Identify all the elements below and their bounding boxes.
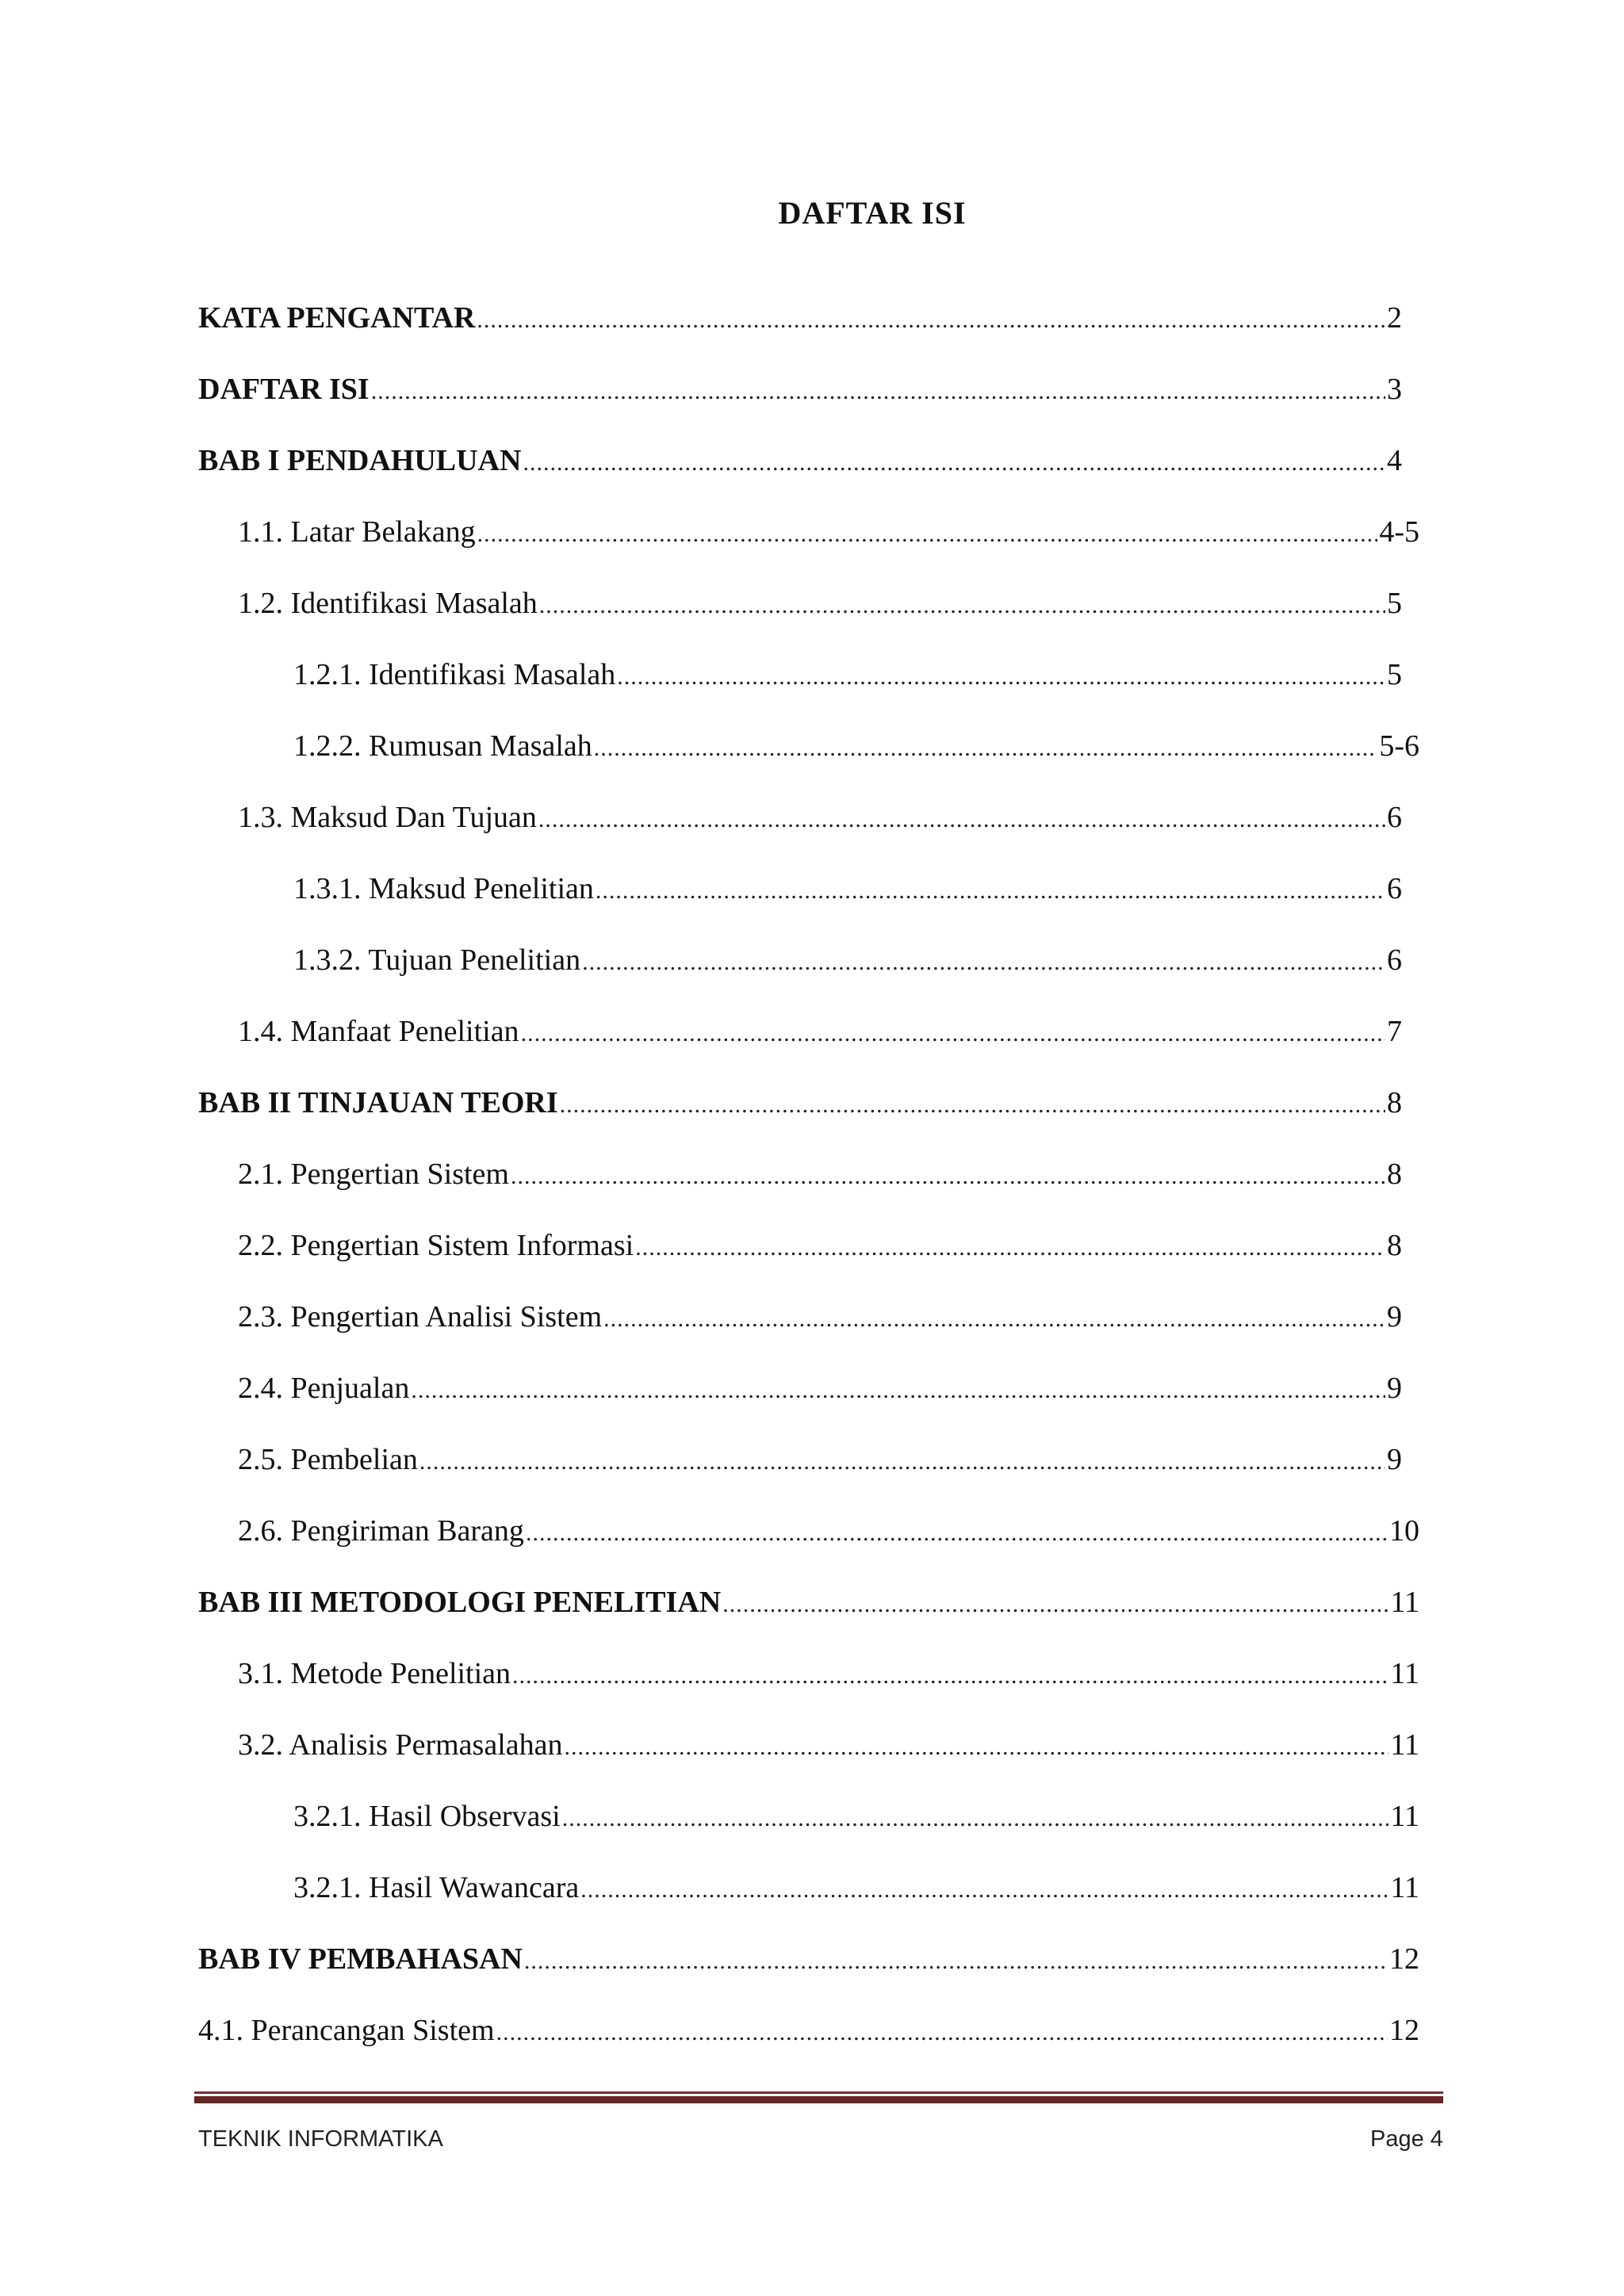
toc-entry-page: 11: [1390, 1728, 1419, 1762]
toc-entry: [238, 585, 1402, 624]
toc-entry: [238, 799, 1402, 838]
toc-dot-leader: [582, 944, 1385, 981]
toc-dot-leader: [596, 873, 1385, 909]
toc-dot-leader: [562, 1800, 1389, 1837]
toc-dot-leader: [594, 730, 1378, 767]
toc-entry-label: 1.2.2. Rumusan Masalah: [293, 729, 592, 763]
toc-dot-leader: [511, 1158, 1385, 1195]
toc-entry-page: 11: [1390, 1800, 1419, 1833]
toc-entry-label: 1.2. Identifikasi Masalah: [238, 587, 538, 620]
toc-entry-page: 4: [1387, 444, 1402, 477]
toc-entry-label: 1.2.1. Identifikasi Masalah: [293, 658, 616, 691]
toc-entry-page: 6: [1387, 801, 1402, 834]
toc-dot-leader: [523, 445, 1385, 481]
toc-entry: [238, 1299, 1402, 1337]
toc-entry: [198, 2012, 1419, 2051]
toc-dot-leader: [539, 587, 1385, 624]
toc-entry-page: 4-5: [1379, 515, 1419, 549]
toc-entry: [293, 656, 1402, 695]
toc-dot-leader: [521, 1016, 1385, 1052]
toc-entry: [198, 1085, 1402, 1123]
toc-entry-label: 4.1. Perancangan Sistem: [198, 2014, 495, 2047]
toc-entry: [293, 942, 1402, 981]
toc-entry-page: 8: [1387, 1158, 1402, 1191]
toc-dot-leader: [496, 2015, 1388, 2051]
toc-entry-page: 11: [1390, 1871, 1419, 1904]
toc-entry: [293, 871, 1402, 909]
toc-dot-leader: [635, 1230, 1385, 1266]
toc-entry: [238, 1513, 1419, 1552]
toc-dot-leader: [580, 1872, 1388, 1908]
toc-entry: [238, 1227, 1402, 1266]
toc-entry-label: 1.3.1. Maksud Penelitian: [293, 872, 594, 905]
toc-entry-label: 2.1. Pengertian Sistem: [238, 1158, 509, 1191]
toc-entry-label: 3.2.1. Hasil Wawancara: [293, 1871, 580, 1904]
toc-entry-page: 6: [1387, 943, 1402, 977]
toc-entry: [293, 1798, 1419, 1837]
toc-entry: [198, 300, 1402, 339]
toc-dot-leader: [617, 659, 1385, 695]
toc-entry-page: 8: [1387, 1086, 1402, 1119]
toc-entry: [198, 1584, 1419, 1623]
toc-entry-page: 5: [1387, 658, 1402, 691]
toc-entry: [293, 1869, 1419, 1908]
toc-dot-leader: [477, 516, 1378, 553]
toc-dot-leader: [419, 1444, 1385, 1480]
toc-entry: [198, 442, 1402, 481]
toc-dot-leader: [564, 1729, 1388, 1766]
toc-dot-leader: [371, 373, 1385, 410]
toc-entry-page: 2: [1387, 301, 1402, 335]
page-title: DAFTAR ISI: [778, 195, 967, 231]
toc-entry: [238, 1156, 1402, 1195]
footer-divider-thick: [194, 2096, 1443, 2103]
toc-entry-label: KATA PENGANTAR: [198, 301, 476, 335]
toc-dot-leader: [512, 1658, 1388, 1694]
toc-entry-label: 3.1. Metode Penelitian: [238, 1657, 511, 1690]
toc-entry-label: 3.2. Analisis Permasalahan: [238, 1728, 563, 1762]
footer-page-number: Page 4: [1370, 2126, 1443, 2152]
toc-entry-label: BAB III METODOLOGI PENELITIAN: [198, 1586, 722, 1619]
toc-entry: [238, 1013, 1402, 1052]
toc-dot-leader: [477, 302, 1385, 339]
toc-entry: [238, 1441, 1402, 1480]
toc-entry-label: 2.3. Pengertian Analisi Sistem: [238, 1300, 603, 1334]
toc-entry-label: 3.2.1. Hasil Observasi: [293, 1800, 561, 1833]
toc-entry-label: 1.4. Manfaat Penelitian: [238, 1015, 519, 1048]
toc-entry: [293, 728, 1419, 767]
toc-dot-leader: [722, 1586, 1388, 1623]
toc-entry-label: 2.4. Penjualan: [238, 1372, 410, 1405]
toc-entry: [198, 371, 1402, 410]
toc-entry: [238, 514, 1419, 553]
toc-entry-label: BAB I PENDAHULUAN: [198, 444, 522, 477]
toc-entry: [238, 1727, 1419, 1766]
toc-entry-label: BAB IV PEMBAHASAN: [198, 1942, 523, 1976]
toc-entry-label: 2.2. Pengertian Sistem Informasi: [238, 1229, 634, 1262]
toc-entry-page: 3: [1387, 373, 1402, 406]
toc-entry: [238, 1370, 1402, 1409]
toc-dot-leader: [603, 1301, 1385, 1337]
toc-entry-label: 2.6. Pengiriman Barang: [238, 1514, 524, 1548]
toc-dot-leader: [526, 1515, 1388, 1552]
toc-dot-leader: [560, 1087, 1385, 1123]
toc-entry-label: 1.3.2. Tujuan Penelitian: [293, 943, 581, 977]
toc-entry: [238, 1655, 1419, 1694]
toc-entry-page: 11: [1390, 1657, 1419, 1690]
toc-entry-page: 11: [1390, 1586, 1419, 1619]
toc-entry-label: DAFTAR ISI: [198, 373, 370, 406]
toc-entry-page: 6: [1387, 872, 1402, 905]
toc-dot-leader: [524, 1943, 1388, 1980]
toc-entry-page: 9: [1387, 1372, 1402, 1405]
footer-divider-thin: [194, 2091, 1443, 2094]
toc-entry-page: 7: [1387, 1015, 1402, 1048]
toc-entry-label: 1.1. Latar Belakang: [238, 515, 476, 549]
toc-entry-page: 12: [1389, 2014, 1419, 2047]
toc-entry-page: 8: [1387, 1229, 1402, 1262]
toc-entry-page: 9: [1387, 1443, 1402, 1476]
toc-entry-page: 10: [1389, 1514, 1419, 1548]
toc-entry-label: 2.5. Pembelian: [238, 1443, 418, 1476]
toc-entry-page: 12: [1389, 1942, 1419, 1976]
toc-entry-page: 5: [1387, 587, 1402, 620]
toc-entry: [198, 1941, 1419, 1980]
toc-dot-leader: [411, 1372, 1385, 1409]
footer-department: TEKNIK INFORMATIKA: [198, 2126, 443, 2152]
toc-entry-page: 9: [1387, 1300, 1402, 1334]
toc-entry-label: BAB II TINJAUAN TEORI: [198, 1086, 558, 1119]
toc-entry-label: 1.3. Maksud Dan Tujuan: [238, 801, 537, 834]
toc-dot-leader: [538, 802, 1385, 838]
toc-entry-page: 5-6: [1379, 729, 1419, 763]
